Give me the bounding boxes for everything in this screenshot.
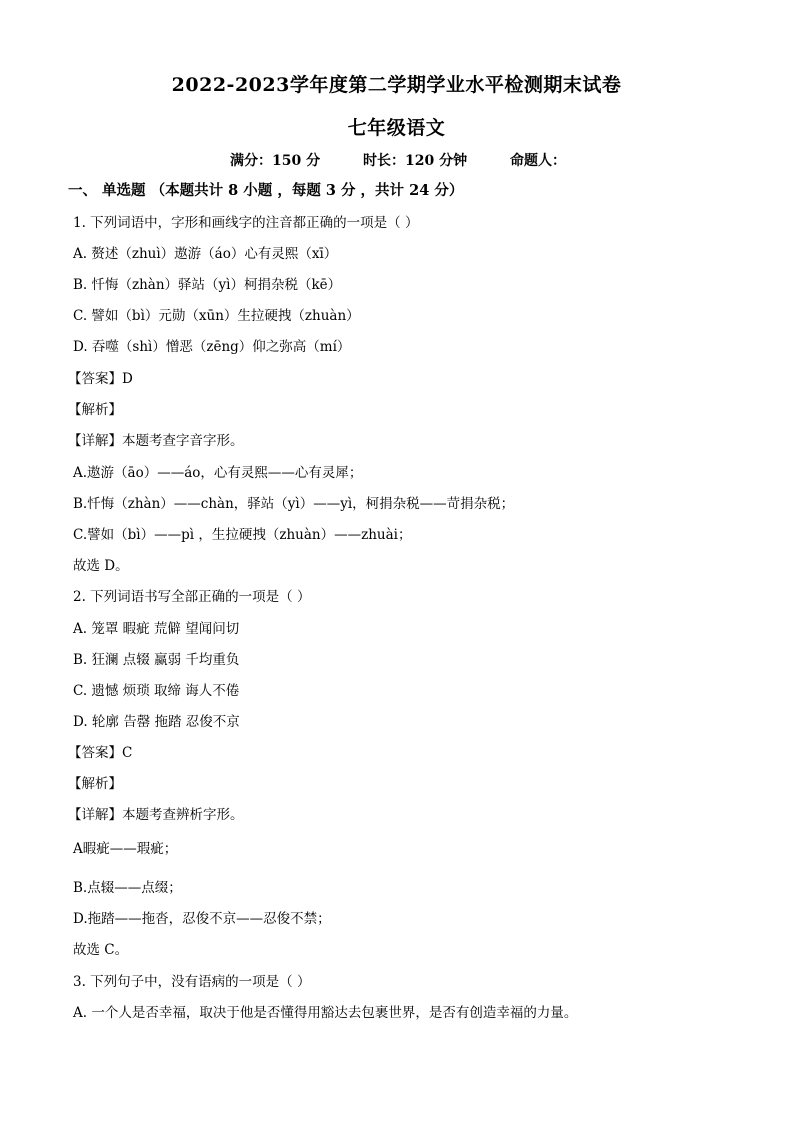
q2-exp-b: B.点辍——点缀； <box>73 880 182 896</box>
q1-analysis: 【解析】 <box>68 402 122 418</box>
q3-option-a: A. 一个人是否幸福，取决于他是否懂得用豁达去包裹世界，是否有创造幸福的力量。 <box>73 1005 578 1021</box>
q2-choose: 故选 C。 <box>73 942 129 958</box>
q1-option-c: C. 譬如（bì）元勋（xūn）生拉硬拽（zhuàn） <box>73 308 360 324</box>
q1-exp-b: B.忏悔（zhàn）——chàn，驿站（yì）——yì，柯捐杂税——苛捐杂税； <box>73 496 515 512</box>
q2-exp-d: D.拖踏——拖沓，忍俊不京——忍俊不禁； <box>73 911 331 927</box>
q1-exp-c: C.譬如（bì）——pì ，生拉硬拽（zhuàn）——zhuài； <box>73 527 412 543</box>
q2-analysis: 【解析】 <box>68 776 122 792</box>
q2-detail: 【详解】本题考查辨析字形。 <box>68 807 244 823</box>
q1-detail: 【详解】本题考查字音字形。 <box>68 433 244 449</box>
q2-stem: 2. 下列词语书写全部正确的一项是（ ） <box>73 589 311 605</box>
q1-option-a: A. 赘述（zhuì）遨游（áo）心有灵熙（xī） <box>73 246 338 262</box>
duration: 时长：120 分钟 <box>362 153 468 169</box>
q2-answer: 【答案】C <box>68 745 133 761</box>
q2-option-c: C. 遗憾 烦琐 取缔 诲人不倦 <box>73 683 240 699</box>
q1-answer: 【答案】D <box>68 371 133 387</box>
q1-choose: 故选 D。 <box>73 558 129 574</box>
q3-stem: 3. 下列句子中，没有语病的一项是（ ） <box>73 974 311 990</box>
q1-exp-a: A.遨游（āo）——áo，心有灵熙——心有灵犀； <box>73 465 363 481</box>
exam-meta <box>230 150 604 170</box>
q2-exp-a: A暇疵——瑕疵； <box>73 841 178 857</box>
section-heading: 一、 单选题 （本题共计 8 小题 ，每题 3 分 ，共计 24 分） <box>68 182 464 199</box>
q1-option-b: B. 忏悔（zhàn）驿站（yì）柯捐杂税（kē） <box>73 277 342 293</box>
q2-option-d: D. 轮廓 告罄 拖踏 忍俊不京 <box>73 714 240 730</box>
exam-subtitle: 七年级语文 <box>347 117 446 139</box>
q2-option-a: A. 笼罩 暇疵 荒僻 望闻问切 <box>73 621 240 637</box>
q1-option-d: D. 吞噬（shì）憎恶（zēng）仰之弥高（mí） <box>73 339 351 355</box>
q2-option-b: B. 狂澜 点辍 赢弱 千均重负 <box>73 652 240 668</box>
full-score: 满分：150 分 <box>230 153 321 169</box>
q1-stem: 1. 下列词语中，字形和画线字的注音都正确的一项是（ ） <box>73 215 419 231</box>
exam-title: 2022-2023学年度第二学期学业水平检测期末试卷 <box>171 74 622 96</box>
author: 命题人： <box>509 153 566 169</box>
